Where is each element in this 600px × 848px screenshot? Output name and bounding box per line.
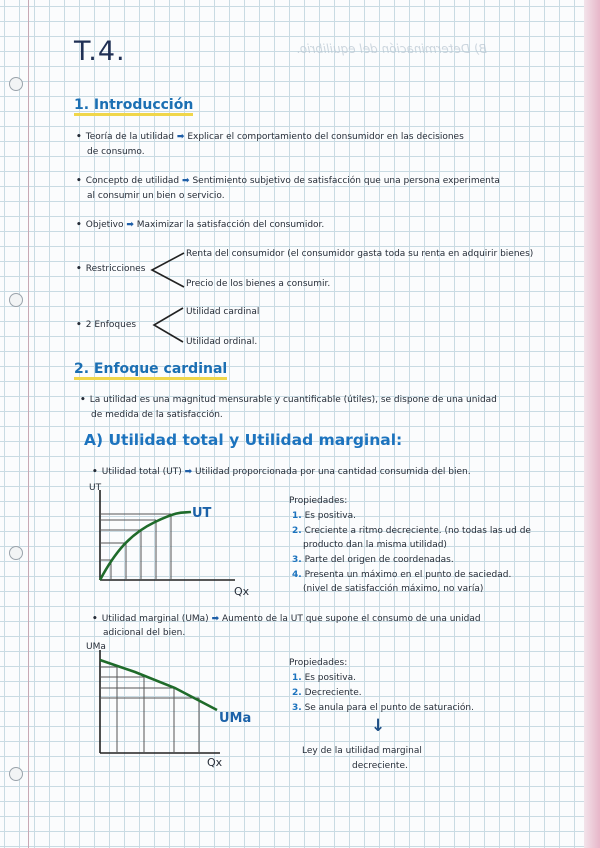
page-title: T.4.	[74, 36, 126, 67]
intro-item-1-cont: de consumo.	[87, 147, 145, 157]
uma-prop-3: 3. Se anula para el punto de saturación.	[292, 703, 474, 713]
punch-hole	[9, 293, 23, 307]
law-line-2: decreciente.	[352, 761, 408, 771]
ut-chart-xlabel: Qx	[234, 585, 250, 598]
ut-prop-4-cont: (nivel de satisfacción máximo, no varía)	[303, 584, 484, 594]
intro-item-3: • Objetivo ➡ Maximizar la satisfacción del consumidor.	[76, 220, 325, 230]
ut-curve-label: UT	[192, 506, 212, 521]
ut-chart-ylabel: UT	[89, 483, 102, 493]
uma-props-title: Propiedades:	[289, 658, 348, 668]
brace-enfoques	[150, 305, 186, 345]
uma-curve-label: UMa	[219, 711, 252, 726]
uma-chart-ylabel: UMa	[86, 642, 106, 652]
intro-item-2-cont: al consumir un bien o servicio.	[87, 191, 225, 201]
enfoques-label: • 2 Enfoques	[76, 320, 137, 330]
ut-prop-3: 3. Parte del origen de coordenadas.	[292, 555, 454, 565]
conclusion-arrow: ↓	[371, 716, 386, 736]
uma-prop-1: 1. Es positiva.	[292, 673, 356, 683]
ut-definition: • Utilidad total (UT) ➡ Utilidad proporcionada por una cantidad consumida del bien.	[92, 467, 471, 477]
uma-chart-xlabel: Qx	[207, 756, 223, 769]
section-heading-intro: 1. Introducción	[74, 97, 193, 113]
punch-hole	[9, 767, 23, 781]
ut-prop-2: 2. Creciente a ritmo decreciente. (no todas las ud de	[292, 526, 531, 536]
cardinal-intro-cont: de medida de la satisfacción.	[91, 410, 223, 420]
uma-definition-cont: adicional del bien.	[103, 628, 186, 638]
uma-prop-2: 2. Decreciente.	[292, 688, 362, 698]
intro-item-1: • Teoría de la utilidad ➡ Explicar el comportamiento del consumidor en las decisiones	[76, 132, 464, 142]
ut-guides	[100, 514, 171, 580]
restricciones-branch-1: Renta del consumidor (el consumidor gasta toda su renta en adquirir bienes)	[186, 249, 534, 259]
ut-curve	[100, 512, 191, 580]
ut-chart	[95, 490, 235, 590]
ut-prop-4: 4. Presenta un máximo en el punto de saciedad.	[292, 570, 512, 580]
ut-prop-1: 1. Es positiva.	[292, 511, 356, 521]
enfoques-branch-1: Utilidad cardinal	[186, 307, 260, 317]
uma-chart	[95, 650, 225, 760]
uma-definition: • Utilidad marginal (UMa) ➡ Aumento de la UT que supone el consumo de una unidad	[92, 614, 481, 624]
page-edge	[584, 0, 600, 848]
law-line-1: Ley de la utilidad marginal	[302, 746, 422, 756]
punch-hole	[9, 546, 23, 560]
subheading-ut-uma: A) Utilidad total y Utilidad marginal:	[84, 431, 403, 449]
restricciones-branch-2: Precio de los bienes a consumir.	[186, 279, 331, 289]
cardinal-intro: • La utilidad es una magnitud mensurable y cuantificable (útiles), se dispone de una unidad	[80, 395, 497, 405]
bleed-through-text: B) Determinación del equilibrio.	[296, 42, 487, 56]
restricciones-label: • Restricciones	[76, 264, 146, 274]
section-heading-cardinal: 2. Enfoque cardinal	[74, 361, 227, 377]
uma-guides	[100, 667, 199, 753]
intro-item-2: • Concepto de utilidad ➡ Sentimiento subjetivo de satisfacción que una persona experimenta	[76, 176, 500, 186]
ut-props-title: Propiedades:	[289, 496, 348, 506]
enfoques-branch-2: Utilidad ordinal.	[186, 337, 258, 347]
punch-hole	[9, 77, 23, 91]
brace-restricciones	[148, 250, 188, 290]
ut-prop-2-cont: producto dan la misma utilidad)	[303, 540, 447, 550]
